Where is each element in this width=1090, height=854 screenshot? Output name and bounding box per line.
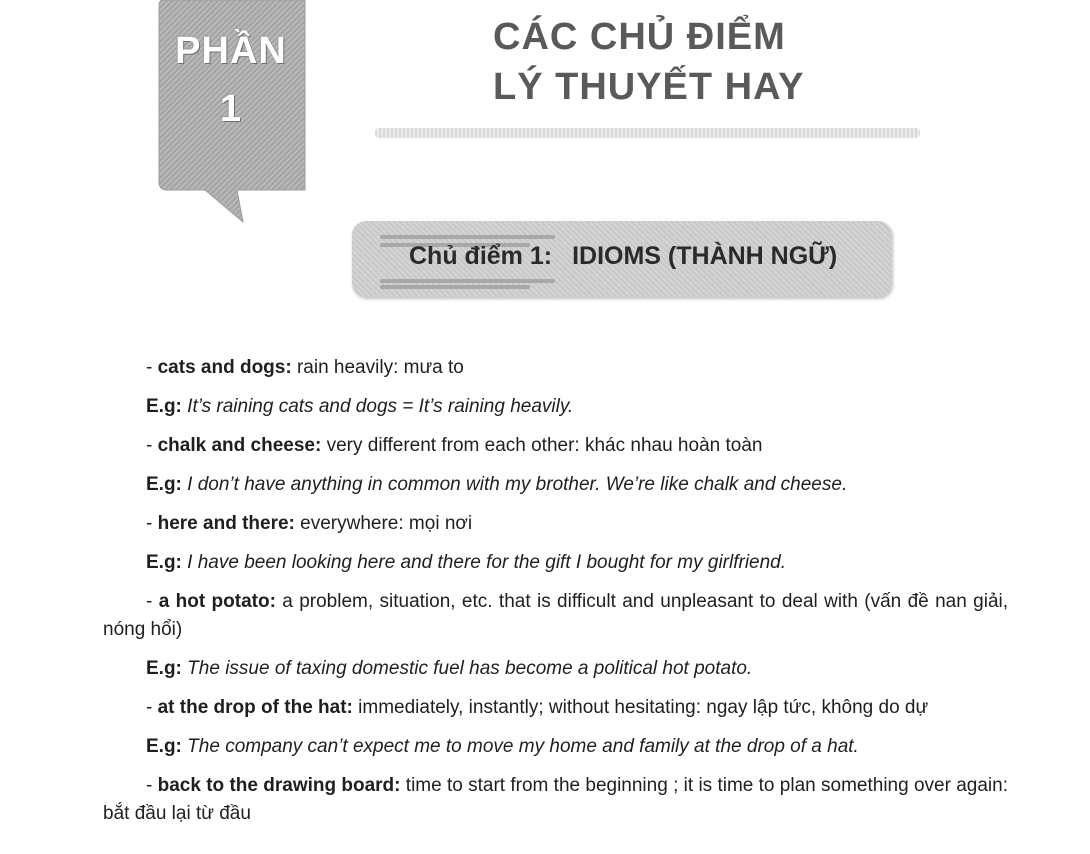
- idiom-list: [103, 354, 1008, 828]
- idiom-term: back to the drawing board:: [157, 775, 401, 796]
- idiom-term: here and there:: [157, 513, 295, 534]
- eg-label: E.g:: [146, 736, 182, 757]
- page-title: [493, 12, 804, 112]
- part-label: PHẦN: [175, 30, 287, 72]
- topic-number: Chủ điểm 1:: [409, 242, 553, 270]
- entry-prefix: -: [146, 435, 158, 456]
- page-title-line2: LÝ THUYẾT HAY: [493, 66, 805, 108]
- idiom-term: a hot potato:: [158, 591, 276, 612]
- page-title-line1: CÁC CHỦ ĐIỂM: [493, 16, 786, 58]
- idiom-entry: [103, 588, 1008, 644]
- idiom-entry: [103, 510, 1008, 538]
- banner-stripe: [380, 279, 555, 283]
- example-text: I don’t have anything in common with my brother. We’re like chalk and cheese.: [181, 474, 848, 495]
- example-text: It’s raining cats and dogs = It’s raining heavily.: [181, 396, 574, 417]
- idiom-definition: immediately, instantly; without hesitating: ngay lập tức, không do dự: [352, 697, 929, 718]
- idiom-entry: [103, 772, 1008, 828]
- entry-prefix: -: [146, 513, 158, 534]
- title-divider: [375, 128, 920, 138]
- topic-banner: [352, 221, 892, 297]
- eg-label: E.g:: [146, 552, 182, 573]
- topic-name: IDIOMS (THÀNH NGỮ): [572, 242, 838, 270]
- idiom-definition: rain heavily: mưa to: [291, 357, 464, 378]
- entry-prefix: -: [146, 591, 159, 612]
- banner-stripe: [380, 235, 555, 239]
- eg-label: E.g:: [146, 474, 182, 495]
- idiom-definition: a problem, situation, etc. that is difficult and unpleasant to deal with (vấn đề nan giải, nóng hổi): [103, 591, 1009, 640]
- idiom-example: [103, 733, 1008, 761]
- eg-label: E.g:: [146, 396, 182, 417]
- idiom-definition: very different from each other: khác nhau hoàn toàn: [321, 435, 763, 456]
- idiom-example: [103, 393, 1008, 421]
- idiom-example: [103, 549, 1008, 577]
- idiom-example: [103, 655, 1008, 683]
- entry-prefix: -: [146, 775, 158, 796]
- idiom-term: chalk and cheese:: [157, 435, 322, 456]
- idiom-entry: [103, 694, 1008, 722]
- idiom-entry: [103, 432, 1008, 460]
- banner-stripe: [380, 285, 530, 289]
- eg-label: E.g:: [146, 658, 182, 679]
- idiom-term: at the drop of the hat:: [157, 697, 353, 718]
- part-number: 1: [219, 88, 243, 130]
- example-text: I have been looking here and there for the gift I bought for my girlfriend.: [181, 552, 787, 573]
- idiom-definition: everywhere: mọi nơi: [294, 513, 473, 534]
- example-text: The company can’t expect me to move my home and family at the drop of a hat.: [181, 736, 859, 757]
- idiom-entry: [103, 354, 1008, 382]
- entry-prefix: -: [146, 357, 158, 378]
- part-ribbon: [155, 0, 307, 225]
- idiom-example: [103, 471, 1008, 499]
- idiom-definition: time to start from the beginning ; it is time to plan something over again: bắt đầu lại từ đầu: [103, 775, 1008, 824]
- entry-prefix: -: [146, 697, 158, 718]
- idiom-term: cats and dogs:: [157, 357, 292, 378]
- topic-heading: [409, 242, 837, 271]
- example-text: The issue of taxing domestic fuel has become a political hot potato.: [181, 658, 753, 679]
